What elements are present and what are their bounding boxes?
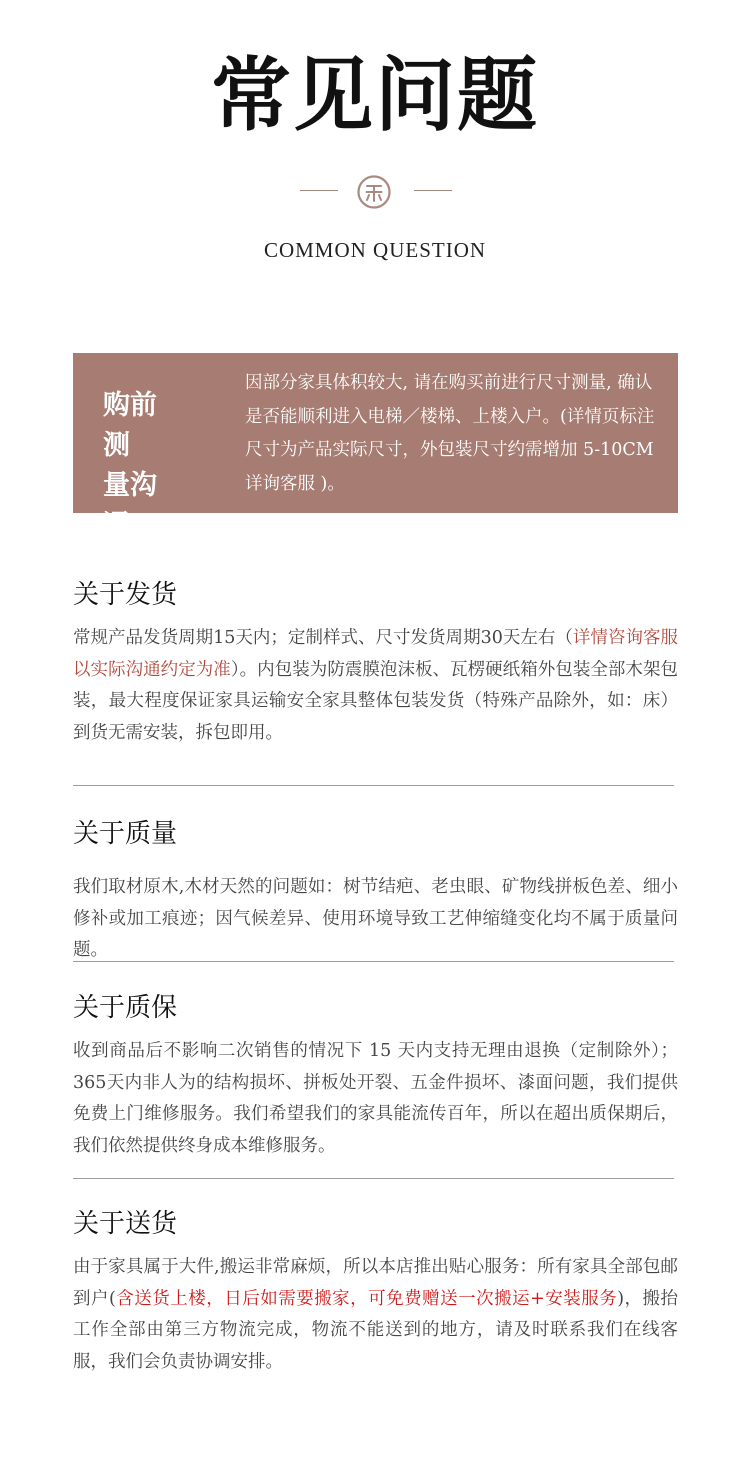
text-part: 常规产品发货周期15天内；定制样式、尺寸发货周期30天左右（	[73, 628, 573, 648]
divider-line-right	[414, 190, 452, 191]
banner-title	[103, 386, 183, 546]
banner-text: 因部分家具体积较大, 请在购买前进行尺寸测量, 确认是否能顺利进入电梯／楼梯、上楼入户。(详情页标注尺寸为产品实际尺寸，外包装尺寸约需增加 5-10CM 详询客服 )。	[245, 373, 655, 494]
pre-purchase-banner	[73, 353, 678, 541]
section-text: 我们取材原木,木材天然的问题如：树节结疤、老虫眼、矿物线拼板色差、细小修补或加工痕迹；因气候差异、使用环境导致工艺伸缩缝变化均不属于质量问题。	[73, 877, 678, 960]
highlight-text: 详情咨询客服以实际沟通约定为准	[73, 628, 678, 680]
banner-title-line2: 量沟通	[103, 470, 157, 541]
page-subtitle: COMMON QUESTION	[263, 238, 487, 262]
section-delivery	[73, 1206, 678, 1378]
section-quality	[73, 816, 678, 967]
section-title: 关于质量	[73, 819, 178, 849]
text-part: )，搬抬工作全部由第三方物流完成，物流不能送到的地方，请及时联系我们在线客服，我们会负责协调安排。	[73, 1288, 679, 1372]
page-title: 常见问题	[211, 49, 539, 142]
divider-line-left	[300, 190, 338, 191]
section-divider	[73, 1178, 674, 1179]
banner-title-line1: 购前测	[103, 390, 157, 461]
title-divider	[0, 172, 750, 210]
section-text: 收到商品后不影响二次销售的情况下 15 天内支持无理由退换（定制除外）；365天内非人为的结构损坏、拼板处开裂、五金件损坏、漆面问题，我们提供免费上门维修服务。我们希望我们的家具能流传百年，所以在超出质保期后，我们依然提供终身成本维修服务。	[73, 1041, 678, 1156]
section-title: 关于发货	[73, 580, 178, 610]
section-divider	[73, 785, 674, 786]
text-part: ）。内包装为防震膜泡沫板、瓦楞硬纸箱外包装全部木架包装，最大程度保证家具运输安全家具整体包装发货（特殊产品除外，如：床）到货无需安装，拆包即用。	[73, 659, 679, 743]
emblem-icon	[357, 175, 391, 209]
section-text	[73, 623, 678, 749]
section-warranty	[73, 990, 678, 1162]
text-part: 由于家具属于大件,搬运非常麻烦，所以本店推出贴心服务：所有家具全部包邮到户(	[73, 1257, 678, 1309]
section-divider	[73, 961, 674, 962]
section-shipping	[73, 577, 678, 749]
highlight-text: 含送货上楼，日后如需要搬家，可免费赠送一次搬运+安装服务	[115, 1288, 618, 1309]
section-title: 关于质保	[73, 993, 178, 1023]
section-title: 关于送货	[73, 1209, 178, 1239]
section-text	[73, 1252, 678, 1378]
